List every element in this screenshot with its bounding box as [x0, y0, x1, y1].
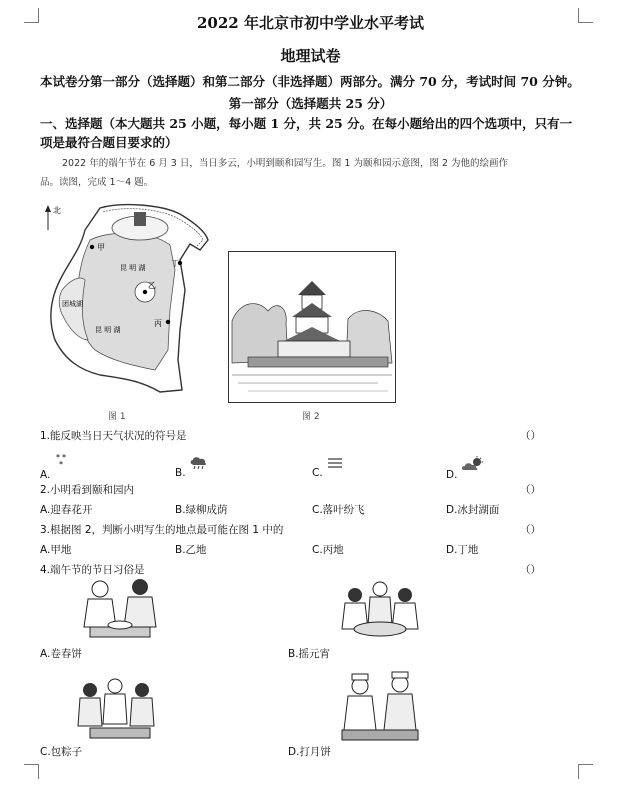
svg-text:*: *: [61, 453, 66, 462]
q3-option-b[interactable]: B.乙地: [175, 544, 207, 556]
q4-option-b[interactable]: B.摇元宵: [288, 648, 331, 660]
fog-icon: [326, 456, 344, 470]
question-1-stem: 1.能反映当日天气状况的符号是: [40, 430, 187, 442]
partly-cloudy-icon: [461, 456, 485, 472]
intro-line2: 品。读图，完成 1～4 题。: [40, 177, 154, 188]
rain-cloud-icon: [189, 456, 209, 470]
point-ding-label: 丁: [171, 259, 179, 268]
q4-illustration-c: [70, 676, 170, 746]
q3-option-a[interactable]: A.甲地: [40, 544, 72, 556]
q3-option-d[interactable]: D.丁地: [446, 544, 479, 556]
question-1-answer-paren[interactable]: （）: [520, 430, 541, 442]
question-3-stem: 3.根据图 2，判断小明写生的地点最可能在图 1 中的: [40, 524, 284, 536]
svg-text:*: *: [55, 453, 60, 462]
question-4-stem: 4.端午节的节日习俗是: [40, 564, 145, 576]
question-2-stem: 2.小明看到颐和园内: [40, 484, 135, 496]
q2-option-d[interactable]: D.冰封湖面: [446, 504, 500, 516]
exam-subtitle: 地理试卷: [280, 47, 341, 65]
figure1-map: [40, 200, 220, 400]
q1-option-d-label: D.: [446, 469, 458, 481]
point-jia-label: 甲: [97, 243, 105, 252]
q2-option-b[interactable]: B.绿柳成荫: [175, 504, 228, 516]
q1-option-d[interactable]: [446, 462, 485, 481]
q1-option-a[interactable]: [40, 453, 70, 481]
q3-option-c[interactable]: C.丙地: [312, 544, 344, 556]
section1-heading-line2: 项是最符合题目要求的）: [40, 135, 178, 150]
exam-title: 2022 年北京市初中学业水平考试: [197, 14, 424, 32]
question-3-answer-paren[interactable]: （）: [520, 524, 541, 536]
crop-mark-bottom-left: [24, 764, 39, 779]
q1-option-a-label: A.: [40, 469, 51, 481]
figure1-caption: 图 1: [108, 412, 126, 422]
question-2-answer-paren[interactable]: （）: [520, 484, 541, 496]
q1-option-c-label: C.: [312, 467, 323, 479]
q4-illustration-a: [70, 577, 170, 645]
q1-option-c[interactable]: [312, 462, 344, 479]
figure2-caption: 图 2: [302, 412, 320, 422]
q4-option-a[interactable]: A.卷春饼: [40, 648, 82, 660]
q4-option-c[interactable]: C.包粽子: [40, 746, 83, 758]
snow-icon: [54, 452, 70, 468]
figure2-drawing: [228, 251, 396, 403]
lake-kunming-lower-label: 昆 明 湖: [95, 326, 121, 334]
north-label: 北: [53, 206, 61, 215]
point-bing-label: 丙: [154, 319, 162, 328]
part1-heading: 第一部分（选择题共 25 分）: [228, 96, 393, 111]
q2-option-a[interactable]: A.迎春花开: [40, 504, 93, 516]
question-4-answer-paren[interactable]: （）: [520, 564, 541, 576]
q2-option-c[interactable]: C.落叶纷飞: [312, 504, 365, 516]
lake-tuancheng-label: 团城湖: [62, 300, 83, 308]
point-yi-label: 乙: [148, 281, 156, 290]
q4-option-d[interactable]: D.打月饼: [288, 746, 331, 758]
exam-instructions: 本试卷分第一部分（选择题）和第二部分（非选择题）两部分。满分 70 分，考试时间 70 分钟。: [40, 74, 580, 89]
q1-option-b-label: B.: [175, 467, 186, 479]
q4-illustration-b: [330, 577, 430, 645]
lake-kunming-upper-label: 昆 明 湖: [120, 264, 146, 272]
crop-mark-bottom-right: [578, 764, 593, 779]
intro-line1: 2022 年的端午节在 6 月 3 日，当日多云，小明到颐和园写生。图 1 为颐和园示意图，图 2 为他的绘画作: [62, 158, 509, 169]
q1-option-b[interactable]: [175, 462, 209, 479]
section1-heading-line1: 一、选择题（本大题共 25 小题，每小题 1 分，共 25 分。在每小题给出的四个选项中，只有一: [40, 116, 573, 131]
q4-illustration-d: [330, 670, 430, 746]
svg-text:*: *: [58, 460, 63, 468]
